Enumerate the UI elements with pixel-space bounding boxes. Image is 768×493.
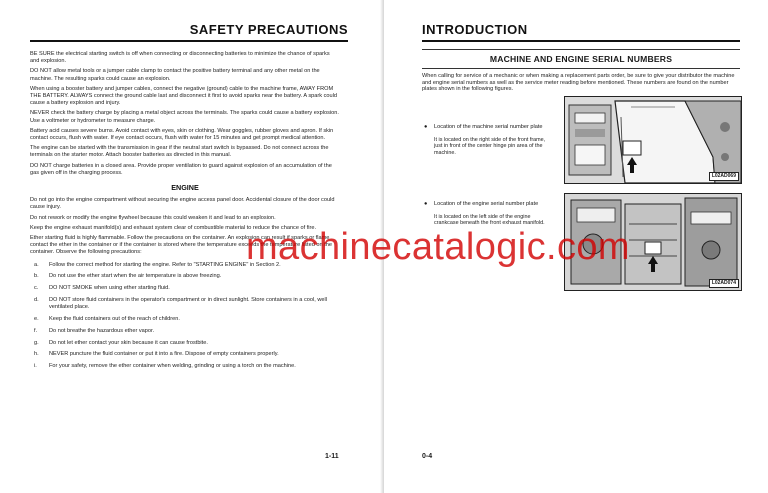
paragraph: Do not rework or modify the engine flywheel because this could weaken it and lead to an explosion.	[30, 214, 276, 221]
figure-id: L02AD069	[709, 172, 739, 181]
list-item	[30, 316, 340, 323]
paragraph: DO NOT allow metal tools or a jumper cable clamp to contact the positive battery terminal and any other metal on the machine. The resulting sparks could cause an explosion.	[30, 68, 320, 82]
paragraph: Battery acid causes severe burns. Avoid contact with eyes, skin or clothing. Wear goggles, rubber gloves and apron. If skin contact occurs, flush with water. If eye contact occurs, flush with water for 15 minutes and get prompt medical attention.	[30, 127, 334, 142]
intro-paragraph: When calling for service of a mechanic or when making a replacement parts order, be sure to give your distributor the machine and engine serial numbers as well as the service meter reading before mentioned. These numbers are found on the number plates shown in the following figures.	[422, 73, 735, 92]
list-item	[30, 273, 340, 280]
list-marker: f.	[34, 327, 38, 334]
bullet-label: Location of the machine serial number plate	[434, 124, 543, 130]
list-item	[30, 328, 340, 335]
list-item	[30, 297, 340, 311]
paragraph: BE SURE the electrical starting switch is off when connecting or disconnecting batteries to minimize the chance of sparks and explosion.	[30, 51, 330, 65]
watermark-text: machinecatalogic.com	[246, 226, 630, 268]
page-number: 0-4	[422, 453, 433, 460]
list-text: NEVER puncture the fluid container or put it into a fire. Dispose of empty containers properly.	[49, 351, 279, 358]
page-number: 1-11	[325, 453, 339, 460]
safety-body	[30, 51, 340, 375]
bullet-item	[424, 201, 554, 208]
list-marker: b.	[34, 273, 39, 280]
list-marker: i.	[34, 363, 37, 370]
list-marker: e.	[34, 316, 39, 323]
list-text: Do not let ether contact your skin because it can cause frostbite.	[49, 339, 208, 346]
list-marker: h.	[34, 351, 39, 358]
bullet-detail: It is located on the left side of the engine crankcase beneath the front exhaust manifold.	[434, 214, 545, 227]
list-text: DO NOT store fluid containers in the operator's compartment or in direct sunlight. Store containers in a cool, well ventilated place.	[49, 297, 327, 311]
list-text: Do not use the ether start when the air temperature is above freezing.	[49, 273, 222, 280]
list-text: Follow the correct method for starting the engine. Refer to "STARTING ENGINE" in Section 2.	[49, 261, 281, 268]
bullet-item	[424, 124, 554, 131]
title-rule	[30, 40, 348, 42]
list-item	[30, 285, 340, 292]
list-marker: a.	[34, 261, 39, 268]
frame-illustration	[565, 97, 741, 183]
bullet-icon: ●	[424, 124, 428, 130]
list-item	[30, 363, 340, 370]
machine-plate-photo	[564, 96, 742, 184]
paragraph: When using a booster battery and jumper cables, connect the negative (ground) cable to the machine frame, AWAY FROM THE BATTERY. ALWAYS connect the ground cable last and disconnect it first to avoid sparks near the battery. A spark could cause a battery explosion and injury.	[30, 85, 337, 107]
paragraph: The engine can be started with the transmission in gear if the neutral start switch is bypassed. Do not connect across the terminals on the starter motor. Attach booster batteries as directed in this manual.	[30, 145, 329, 159]
section-subtitle: MACHINE AND ENGINE SERIAL NUMBERS	[422, 49, 740, 69]
bullet-label: Location of the engine serial number plate	[434, 201, 539, 207]
page-title: INTRODUCTION	[422, 22, 528, 37]
list-item	[30, 340, 340, 347]
title-rule	[422, 40, 740, 42]
paragraph: NEVER check the battery charge by placing a metal object across the terminals. The sparks could cause a battery explosion. Use a voltmeter or hydrometer to measure charge.	[30, 110, 339, 124]
list-marker: g.	[34, 339, 39, 346]
paragraph: DO NOT charge batteries in a closed area. Provide proper ventilation to guard against explosion of an accumulation of the gas given off in the charging process.	[30, 162, 332, 176]
figure-id: L02AD074	[709, 279, 739, 288]
bullet-detail: It is located on the right side of the front frame, just in front of the center hinge pin area of the machine.	[434, 137, 546, 156]
list-marker: d.	[34, 297, 39, 304]
paragraph: Keep the engine exhaust manifold(s) and exhaust system clear of combustible material to reduce the chance of fire.	[30, 224, 317, 231]
page-title: SAFETY PRECAUTIONS	[189, 22, 348, 37]
list-marker: c.	[34, 285, 39, 292]
engine-heading: ENGINE	[171, 183, 199, 193]
paragraph: Do not go into the engine compartment without securing the engine access panel door. Accidental closure of the door could cause injury.	[30, 197, 335, 211]
list-text: Do not breathe the hazardous ether vapor.	[49, 327, 155, 334]
list-item	[30, 351, 340, 358]
bullet-icon: ●	[424, 201, 428, 207]
list-text: Keep the fluid containers out of the reach of children.	[49, 316, 180, 323]
list-text: For your safety, remove the ether container when welding, grinding or using a torch on the machine.	[49, 363, 296, 370]
paragraph: Ether starting fluid is highly flammable. Follow the precautions on the container. An explosion can result if sparks or flame contact the ether in the container or if the container is stored where the temperature exceeds the temperature listed on the container. Observe the following precautions:	[30, 235, 332, 256]
list-text: DO NOT SMOKE when using ether starting fluid.	[49, 285, 170, 292]
